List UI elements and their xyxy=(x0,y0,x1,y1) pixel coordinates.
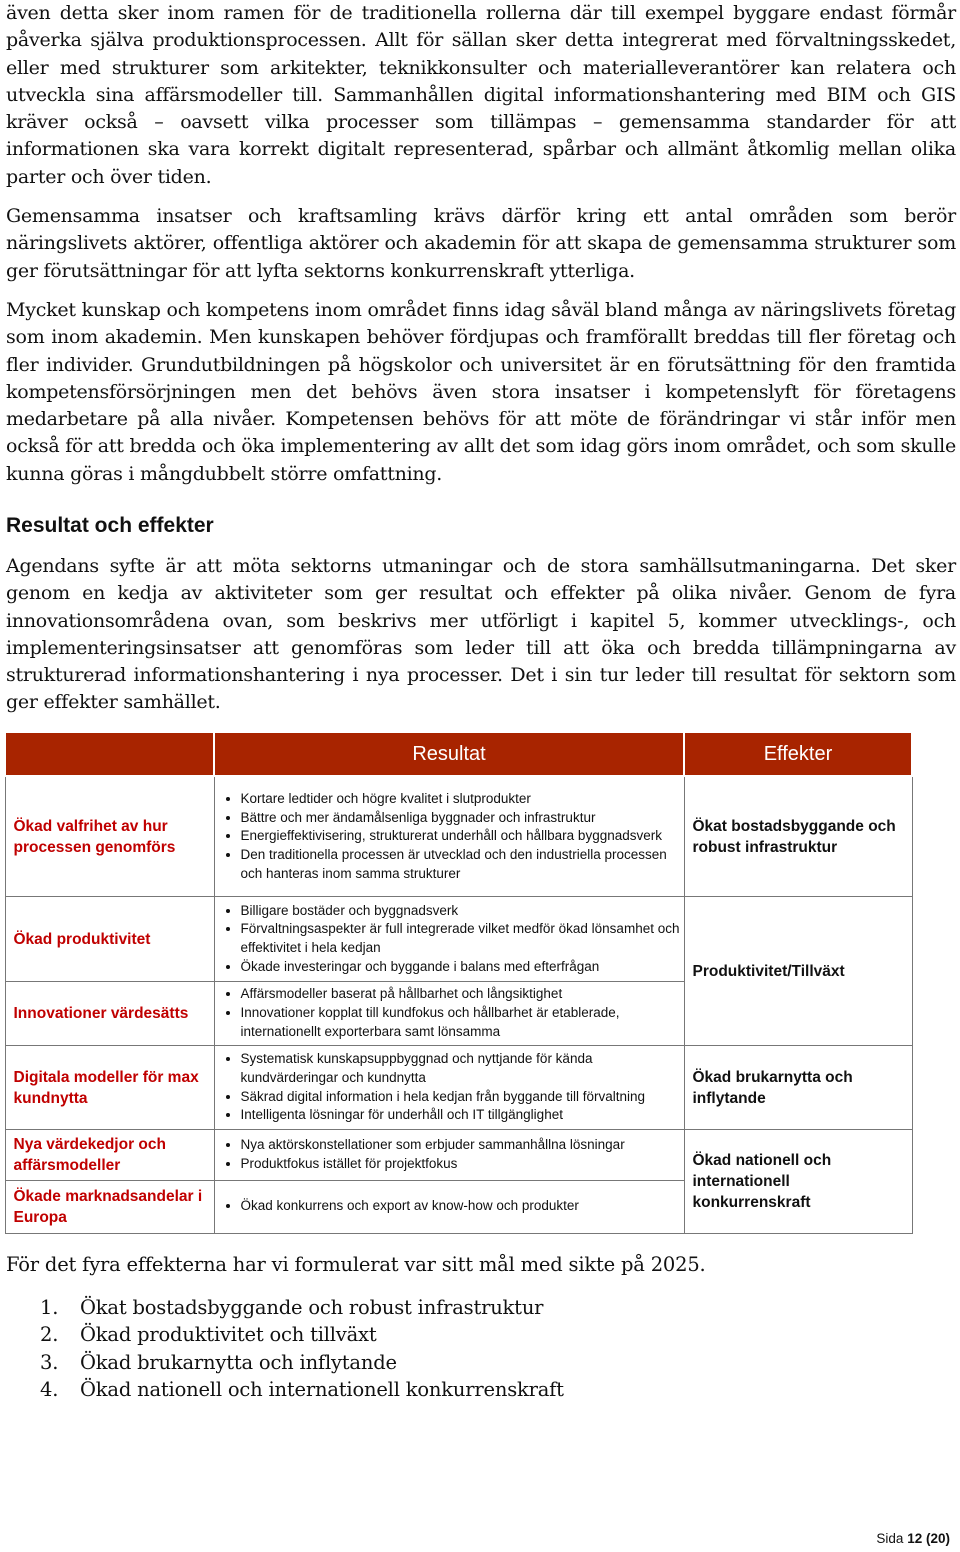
effect-cell: Ökad brukarnytta och inflytande xyxy=(684,1046,912,1130)
goals-intro: För det fyra effekterna har vi formulerat var sitt mål med sikte på 2025. xyxy=(6,1253,706,1276)
results-effects-table xyxy=(4,731,913,1234)
list-item xyxy=(40,1294,564,1321)
header-effects: Effekter xyxy=(684,732,912,776)
result-item: • Energieffektivisering, strukturerat underhåll och hållbara byggnadsverk xyxy=(241,827,684,846)
row-results xyxy=(214,1046,684,1130)
table-header-row xyxy=(5,732,912,776)
result-item: • Intelligenta lösningar för underhåll och IT tillgänglighet xyxy=(241,1106,684,1125)
row-results xyxy=(214,1180,684,1233)
row-results xyxy=(214,776,684,897)
table-row xyxy=(5,897,912,981)
row-label: Digitala modeller för max kundnytta xyxy=(5,1046,214,1130)
goal-text: Ökad brukarnytta och inflytande xyxy=(80,1350,397,1374)
goals-list xyxy=(40,1294,564,1403)
result-item: • Säkrad digital information i hela kedjan från byggande till förvaltning xyxy=(241,1088,684,1107)
row-label: Ökad produktivitet xyxy=(5,897,214,981)
effect-cell: Ökad nationell och internationell konkurrenskraft xyxy=(684,1130,912,1234)
result-item: • Förvaltningsaspekter är full integrerade vilket medför ökad lönsamhet och effektivitet i hela kedjan xyxy=(241,920,684,957)
header-empty-cell xyxy=(5,732,214,776)
section-heading: Resultat och effekter xyxy=(6,514,214,537)
row-results xyxy=(214,1130,684,1180)
paragraph-competence: Mycket kunskap och kompetens inom området finns idag såväl bland många av näringslivets företag som inom akademin. Men kunskapen behöver fördjupas och framförallt breddas till fler företag och fler individer. Grundutbildningen på högskolor och universitet är en förutsättning för den framtida kompetensförsörjningen men det behövs även stora insatser i kompetenslyft för företagens medarbetare på alla nivåer. Kompetensen behövs för att möte de förändringar vi står inför men också för att bredda och öka implementering av allt det som idag görs inom området, och som skulle kunna göras i mångdubbelt större omfattning. xyxy=(6,299,956,485)
footer-page-total: (20) xyxy=(925,1531,950,1546)
row-label: Nya värdekedjor och affärsmodeller xyxy=(5,1130,214,1180)
result-item: • Ökad konkurrens och export av know-how och produkter xyxy=(241,1197,684,1216)
result-item: • Nya aktörskonstellationer som erbjuder sammanhållna lösningar xyxy=(241,1136,684,1155)
effect-cell: Ökat bostadsbyggande och robust infrastruktur xyxy=(684,776,912,897)
result-item: • Produktfokus istället för projektfokus xyxy=(241,1155,684,1174)
goal-number: 3. xyxy=(40,1350,59,1374)
result-item: • Den traditionella processen är utvecklad och den industriella processen och hanteras inom samma strukturer xyxy=(241,846,684,883)
table-row xyxy=(5,1046,912,1130)
row-results xyxy=(214,897,684,981)
goal-number: 4. xyxy=(40,1377,59,1401)
effect-cell: Produktivitet/Tillväxt xyxy=(684,897,912,1046)
footer-prefix: Sida xyxy=(876,1531,904,1546)
table-row xyxy=(5,776,912,897)
list-item xyxy=(40,1349,564,1376)
paragraph-purpose: Agendans syfte är att möta sektorns utmaningar och de stora samhällsutmaningarna. Det sker genom en kedja av aktiviteter som ger resultat och effekter på olika nivåer. Genom de fyra innovationsområdena ovan, som beskrivs mer utförligt i kapitel 5, kommer utvecklings-, och implementeringsinsatser att genomföras som leder till att öka och bredda tillämpningarna av strukturerad informationshantering i nya processer. Det i sin tur leder till resultat för sektorn som ger effekter samhället. xyxy=(6,555,956,714)
result-item: • Systematisk kunskapsuppbyggnad och nyttjande för kända kundvärderingar och kundnytta xyxy=(241,1050,684,1087)
list-item xyxy=(40,1376,564,1403)
page-footer xyxy=(876,1531,950,1546)
goal-number: 1. xyxy=(40,1296,59,1319)
row-results xyxy=(214,981,684,1045)
result-item: • Kortare ledtider och högre kvalitet i slutprodukter xyxy=(241,790,684,809)
result-item: • Ökade investeringar och byggande i balans med efterfrågan xyxy=(241,958,684,977)
header-results: Resultat xyxy=(214,732,684,776)
result-item: • Affärsmodeller baserat på hållbarhet och långsiktighet xyxy=(241,985,684,1004)
paragraph-intro: även detta sker inom ramen för de traditionella rollerna där till exempel byggare endast förmår påverka själva produktionsprocessen. Allt för sällan sker detta integrerat med förvaltningsskedet, eller med strukturer som arkitekter, teknikkonsulter och materialleverantörer kan relatera och utveckla sina affärsmodeller till. Sammanhållen digital informationshantering med BIM och GIS kräver också – oavsett vilka processer som tillämpas – gemensamma standarder för att informationen ska vara korrekt digitalt representerad, spårbar och allmänt åtkomlig mellan olika parter och över tiden. xyxy=(6,2,956,188)
list-item xyxy=(40,1321,564,1348)
row-label: Innovationer värdesätts xyxy=(5,981,214,1045)
row-label: Ökade marknadsandelar i Europa xyxy=(5,1180,214,1233)
goal-number: 2. xyxy=(40,1323,59,1347)
result-item: • Bättre och mer ändamålsenliga byggnader och infrastruktur xyxy=(241,809,684,828)
result-item: • Billigare bostäder och byggnadsverk xyxy=(241,902,684,921)
goal-text: Ökad nationell och internationell konkurrenskraft xyxy=(80,1377,564,1401)
table-row xyxy=(5,1130,912,1180)
paragraph-collaboration: Gemensamma insatser och kraftsamling krävs därför kring ett antal områden som berör näringslivets aktörer, offentliga aktörer och akademin för att skapa de gemensamma strukturer som ger förutsättningar för att lyfta sektorns konkurrenskraft ytterliga. xyxy=(6,205,956,282)
row-label: Ökad valfrihet av hur processen genomförs xyxy=(5,776,214,897)
footer-page-number: 12 xyxy=(907,1531,923,1546)
result-item: • Innovationer kopplat till kundfokus och hållbarhet är etablerade, internationellt exporterbara samt lönsamma xyxy=(241,1004,684,1041)
goal-text: Ökat bostadsbyggande och robust infrastruktur xyxy=(80,1296,544,1319)
goal-text: Ökad produktivitet och tillväxt xyxy=(80,1323,377,1347)
